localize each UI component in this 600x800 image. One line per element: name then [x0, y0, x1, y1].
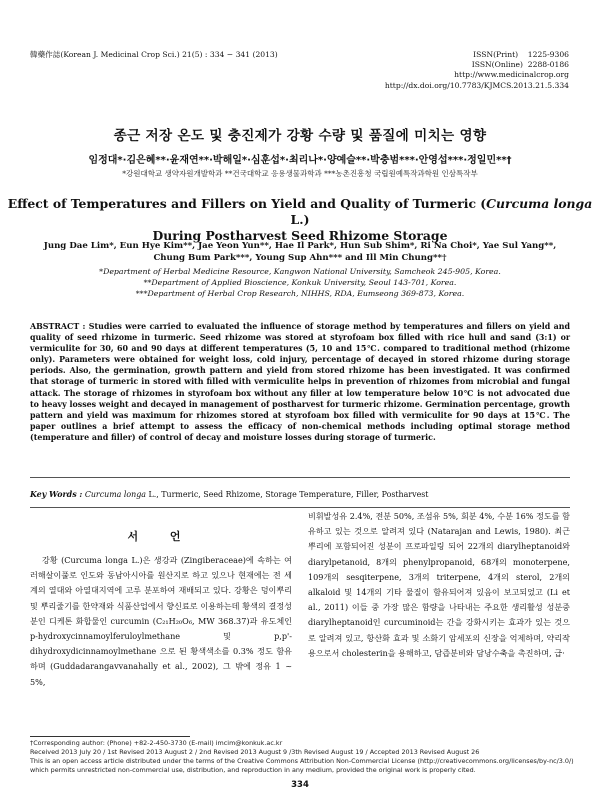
english-authors	[40, 240, 560, 264]
abstract	[30, 321, 570, 443]
journal-url[interactable]: http://www.medicinalcrop.org	[454, 70, 569, 80]
corresponding-author: †Corresponding author: (Phone) +82-2-450-3730 (E-mail) imcim@konkuk.ac.kr	[30, 739, 283, 747]
keywords-label: Key Words :	[30, 490, 83, 499]
journal-citation: 韓藥作誌(Korean J. Medicinal Crop Sci.) 21(5) : 334 − 341 (2013)	[30, 50, 278, 59]
english-title-species: Curcuma longa	[486, 196, 593, 211]
section-heading: 서 언	[127, 530, 195, 543]
received-dates: Received 2013 July 20 / 1st Revised 2013 August 2 / 2nd Revised 2013 August 9 /3th Revised August 19 / Accepted 2013 Revised August 26	[30, 748, 480, 756]
english-title	[0, 196, 600, 244]
english-title-part1: Effect of Temperatures and Fillers on Yield and Quality of Turmeric (	[7, 196, 487, 211]
issn-print: ISSN(Print) 1225-9306	[473, 50, 569, 59]
korean-affiliations: *강원대학교 생약자원개발학과 **건국대학교 응용생물과학과 ***농촌진흥청 국립원예특작과학원 인삼특작부	[122, 169, 478, 178]
license-note: This is an open access article distributed under the terms of the Creative Commons Attribution Non-Commercial License (http://creativecommons.org/licenses/by-nc/3.0/) which permits unrestricted non-commercial use, distribution, and reproduction in any medium, provided the original work is properly cited.	[30, 757, 574, 774]
affiliation-1: *Department of Herbal Medicine Resource, Kangwon National University, Samcheok 245-905, Korea.	[99, 267, 501, 276]
doi-link[interactable]: http://dx.doi.org/10.7783/KJMCS.2013.21.5.334	[384, 80, 569, 90]
english-title-part2: During Postharvest Seed Rhizome Storage	[152, 228, 448, 243]
english-authors-line2: Chung Bum Park***, Young Sup Ahn*** and Ill Min Chung**†	[153, 253, 447, 263]
body-paragraph: 비휘발성유 2.4%, 전분 50%, 조섬유 5%, 회분 4%, 수분 16% 정도를 함유하고 있는 것으로 알려져 있다 (Natarajan and Lewis, 1980). 최근 뿌리에 포함되어진 성분이 프로파일링 되어 22개의 diarylheptanoid와 diarylpetanoid, 8개의 phenylpropanoid, 68개의 monoterpene, 109개의 sesqiterpene, 3개의 triterpene, 4개의 sterol, 2개의 alkaloid 및 14개의 기타 물질이 함유되어져 있음이 보고되었고 (Li et al., 2011) 이들 중 가장 많은 함량을 나타내는 주요한 생리활성 성분중 diarylheptanoid인 curcuminoid는 간을 강화시키는 효과가 있는 것으로 알려져 있고, 항산화 효과 및 소화기 암세포의 신장을 억제하며, 약리작용으로서 cholesterin을 용해하고, 담즙분비와 담낭수축을 촉진하며, 급·	[308, 511, 570, 658]
affiliation-2: **Department of Applied Bioscience, Konkuk University, Seoul 143-701, Korea.	[143, 278, 457, 287]
abstract-text: Studies were carried to evaluated the influence of storage method by temperatures and fillers on yield and quality of seed rhizome in turmeric. Seed rhizome was stored at styrofoam box filled with rice hull and sand (3:1) or vermiculite for 30, 60 and 90 days at different temperatures (5, 10 and 15℃. compared to traditional method (rhizome only). Parameters were obtained for weight loss, cold injury, percentage of decayed in stored rhizome during storage periods. Also, the germination, growth pattern and yield from stored rhizome has been investigated. It was confirmed that storage of turmeric in stored with filled with vermiculite helps in prevention of rhizomes from microbial and fungal attack. The storage of rhizomes in styrofoam box without any filler at low temperature below 10℃ is not advocated due to heavy losses weight and decayed in management of postharvest for turmeric rhizome. Germination percentage, growth pattern and yield was maximum for rhizomes stored at styrofoam box filled with vermiculite for 90 days at 15℃. The paper outlines a brief attempt to assess the efficacy of non-chemical methods including optimal storage method (temperature and filler) of control of decay and moisture losses during storage of turmeric.	[30, 322, 570, 442]
issn-online: ISSN(Online) 2288-0186	[471, 60, 569, 70]
keywords-text: L., Turmeric, Seed Rhizome, Storage Temperature, Filler, Postharvest	[146, 490, 429, 499]
korean-authors: 임정대*·김은혜**·윤재연**·박해일*·심훈섭*·최리나*·양예슬**·박충범***·안영섭***·정일민**†	[88, 155, 512, 166]
body-right-column	[308, 509, 570, 661]
abstract-label: ABSTRACT :	[30, 322, 86, 331]
page-number: 334	[291, 780, 309, 790]
body-paragraph: 강황 (Curcuma longa L.)은 생강과 (Zingiberaceae)에 속하는 여러해살이풀로 인도와 동남아시아를 원산지로 하고 있으나 현재에는 전 세계의 열대와 아열대지역에 고루 분포하여 재배되고 있다. 강황은 덩이뿌리 및 뿌리줄기를 한약재와 식품산업에서 향신료로 이용하는데 황색의 결정성분인 디케톤 화합물인 curcumin (C₂₁H₂₀O₆, MW 368.37)과 유도체인 p-hydroxycinnamoylferuloylmethane 및 p,p'-dihydroxydicinnamoylmethane 으로 된 황색색소를 0.3% 정도 함유하며 (Guddadarangavvanahally et al., 2002), 그 밖에 정유 1 ~ 5%,	[30, 555, 292, 687]
keywords	[30, 489, 570, 500]
english-title-part1-end: L.)	[290, 212, 310, 227]
journal-identifiers	[385, 50, 569, 91]
body-left-column	[30, 553, 292, 690]
keywords-divider	[30, 507, 570, 508]
keywords-species: Curcuma longa	[84, 490, 147, 499]
affiliation-3: ***Department of Herbal Crop Research, NIHHS, RDA, Eumseong 369-873, Korea.	[135, 289, 465, 298]
english-authors-line1: Jung Dae Lim*, Eun Hye Kim**, Jae Yeon Yun**, Hae Il Park*, Hun Sub Shim*, Ri Na Choi*, Yae Sul Yang**,	[43, 241, 557, 251]
abstract-divider	[30, 477, 570, 478]
english-affiliations	[40, 266, 560, 299]
footnote-divider	[30, 736, 190, 737]
footnotes	[30, 739, 575, 775]
korean-title: 종근 저장 온도 및 충진제가 강황 수량 및 품질에 미치는 영향	[113, 128, 487, 144]
